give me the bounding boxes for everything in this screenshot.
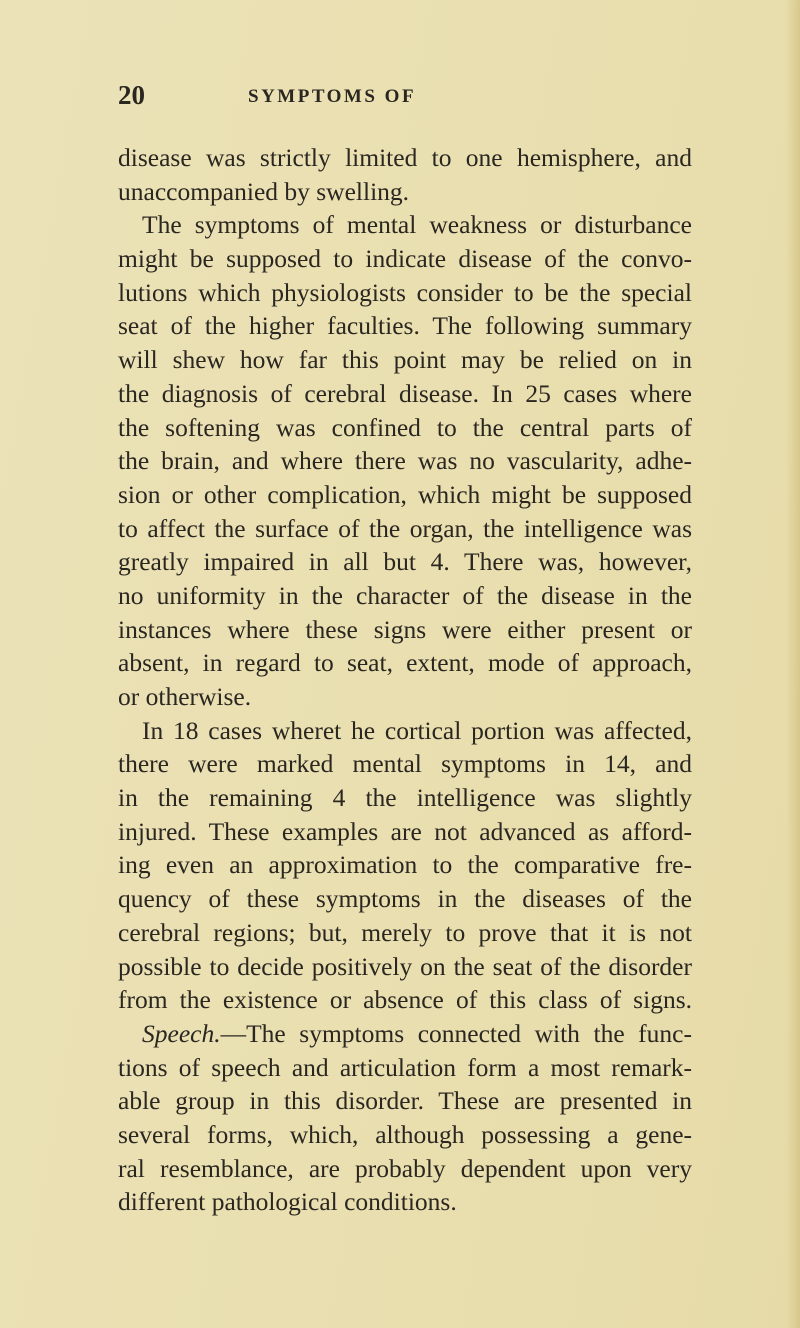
text-line	[118, 343, 692, 377]
text-line-content: quency of these symptoms in the diseases of the	[118, 884, 692, 914]
text-line-content: able group in this disorder. These are presented in	[118, 1086, 692, 1116]
text-line	[118, 478, 692, 512]
text-line-content: several forms, which, although possessing a gene-	[118, 1119, 692, 1149]
text-line-content: lutions which physiologists consider to be the special	[118, 277, 692, 307]
text-line-content: to affect the surface of the organ, the intelligence was	[118, 513, 692, 543]
text-line	[118, 1118, 692, 1152]
text-line	[118, 1185, 692, 1219]
text-line	[118, 747, 692, 781]
text-line	[118, 815, 692, 849]
text-line-content: ing even an approximation to the comparative fre-	[118, 850, 692, 880]
text-line	[118, 579, 692, 613]
page-number: 20	[118, 80, 145, 110]
text-line	[118, 377, 692, 411]
text-line-content: from the existence or absence of this class of signs.	[118, 985, 692, 1015]
text-line-content: different pathological conditions.	[118, 1187, 457, 1217]
text-line-content: injured. These examples are not advanced as afford-	[118, 816, 692, 846]
text-line-content: or otherwise.	[118, 682, 252, 711]
text-line-content: —The symptoms connected with the func-	[220, 1018, 692, 1048]
text-line-content: will shew how far this point may be relied on in	[118, 345, 692, 375]
text-line	[118, 175, 692, 209]
text-line	[118, 242, 692, 276]
text-line-content: instances where these signs were either present or	[118, 614, 692, 644]
text-line-content: cerebral regions; but, merely to prove that it is not	[118, 917, 692, 947]
text-line-content: no uniformity in the character of the disease in the	[118, 580, 692, 610]
text-line	[118, 208, 692, 242]
text-line-content: tions of speech and articulation form a most remark-	[118, 1052, 692, 1082]
text-line	[118, 1152, 692, 1186]
text-line	[118, 276, 692, 310]
text-line	[118, 848, 692, 882]
text-line-content: disease was strictly limited to one hemisphere, and	[118, 143, 692, 172]
text-line	[118, 714, 692, 748]
text-line-content: there were marked mental symptoms in 14, and	[118, 749, 692, 779]
text-line-content: seat of the higher faculties. The following summary	[118, 311, 692, 341]
section-heading-italic: Speech.	[142, 1018, 221, 1048]
text-line	[118, 1017, 692, 1051]
text-line	[118, 613, 692, 647]
text-line	[118, 882, 692, 916]
text-line-content: in the remaining 4 the intelligence was slightly	[118, 783, 692, 813]
text-line	[118, 309, 692, 343]
page-header	[118, 80, 690, 116]
text-line-content: absent, in regard to seat, extent, mode of approach,	[118, 648, 692, 678]
text-line-content: The symptoms of mental weakness or disturbance	[142, 210, 692, 240]
text-line	[118, 1084, 692, 1118]
text-line	[118, 680, 692, 714]
text-line-content: the diagnosis of cerebral disease. In 25 cases where	[118, 378, 692, 408]
text-line	[118, 781, 692, 815]
text-line	[118, 1051, 692, 1085]
text-line-content: might be supposed to indicate disease of the convo-	[118, 244, 692, 274]
text-line	[118, 950, 692, 984]
text-line	[118, 512, 692, 546]
text-line-content: greatly impaired in all but 4. There was, however,	[118, 547, 692, 577]
text-line	[118, 916, 692, 950]
text-line-content: ral resemblance, are probably dependent upon very	[118, 1153, 692, 1183]
text-line	[118, 444, 692, 478]
text-line	[118, 545, 692, 579]
text-line	[118, 141, 692, 175]
text-line-content: In 18 cases wheret he cortical portion was affected,	[142, 715, 692, 745]
page-edge-shadow	[786, 0, 800, 1328]
text-line	[118, 646, 692, 680]
text-line	[118, 983, 692, 1017]
text-line-content: sion or other complication, which might be supposed	[118, 479, 692, 509]
text-line	[118, 411, 692, 445]
text-line-content: the brain, and where there was no vascularity, adhe-	[118, 446, 692, 476]
running-title: SYMPTOMS OF	[248, 86, 417, 107]
body-text	[118, 141, 692, 1219]
text-line-content: the softening was confined to the central parts of	[118, 412, 692, 442]
text-line-content: possible to decide positively on the seat of the disorder	[118, 951, 692, 981]
text-line-content: unaccompanied by swelling.	[118, 176, 410, 206]
